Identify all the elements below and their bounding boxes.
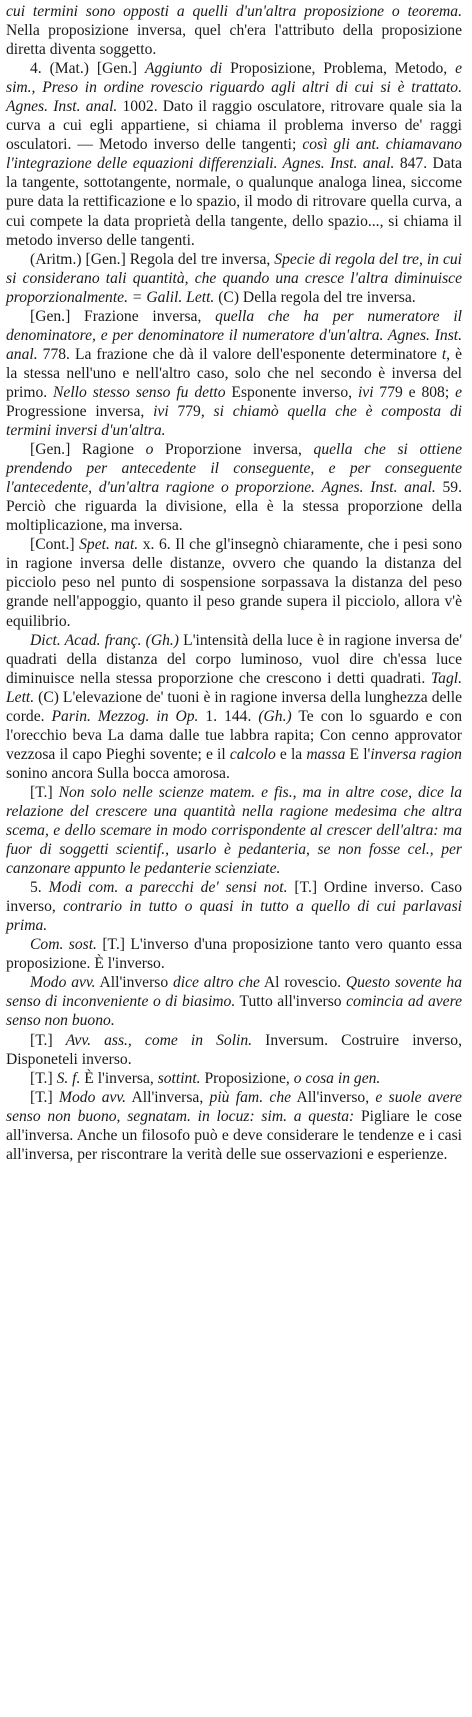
entry-paragraph-p-cont-spet [6, 535, 462, 630]
text-run: Proposizione, Problema, Metodo, [222, 60, 456, 78]
text-run: E l' [345, 745, 371, 763]
italic-run: così gli ant. chiamavano l'integrazione delle equazioni differenziali. Agnes. Inst. anal. [6, 136, 462, 173]
italic-run: contrario in tutto o quasi in tutto a quello di cui parlavasi prima. [6, 898, 463, 935]
text-run: (C) Della regola del tre inversa. [214, 288, 416, 306]
text-run: x. 6. Il che gl'insegnò chiaramente, che i pesi sono in ragione inversa delle distanze, ovvero che quando la distanza del picciolo peso nel punto di sospensione sorpassava la distanza del peso grande nell'appoggio, quanto il peso grande supera il picciolo, allora v'è equilibrio. [6, 536, 462, 630]
italic-run: Nello stesso senso fu detto [53, 383, 226, 401]
text-run: 59. Perciò che riguarda la divisione, ella è la stessa proporzione della moltiplicazione, ma inversa. [6, 479, 462, 535]
italic-run: o cosa in gen. [293, 1069, 381, 1087]
entry-paragraph-p-ragione [6, 440, 462, 535]
italic-run: Dict. Acad. franç. (Gh.) [30, 631, 180, 649]
text-run: [Gen.] Frazione inversa, [30, 307, 216, 325]
text-run: [T.] L'inverso d'una proposizione tanto vero quanto essa proposizione. È l'inverso. [6, 936, 463, 973]
entry-paragraph-p-avv-ass [6, 1031, 462, 1069]
text-run: 5. [30, 879, 49, 897]
italic-run: ivi [357, 383, 374, 401]
text-run: 779, [168, 402, 214, 420]
entry-paragraph-p-dict [6, 631, 462, 783]
italic-run: comincia ad avere senso non buono. [6, 993, 462, 1030]
italic-run: dice altro che [172, 974, 260, 992]
italic-run: Non solo nelle scienze matem. e fis., ma in altre cose, dice la relazione del crescere una quantità nella ragione medesima che altra scema, e dello scemare in modo corrispondente al crescer dell'altra: ma fuor di soggetti scientif., usarlo è pedanteria, se non fosse cel., per canzonare appunto le pedanterie scienziate. [6, 783, 462, 878]
italic-run: si chiamò quella che è composta di termini inversi d'un'altra. [6, 402, 462, 440]
text-run: sonino ancora Sulla bocca amorosa. [6, 764, 230, 782]
text-run: , è la stessa nell'uno e nell'altro caso, solo che nel secondo è inversa del primo. [6, 345, 463, 401]
text-run: Pigliare le cose all'inversa. Anche un filosofo può e deve considerare le tendenze e i casi all'inversa, per riscontrare la verità delle sue osservazioni e esperienze. [6, 1107, 462, 1163]
italic-run: calcolo [229, 745, 276, 763]
italic-run: Tagl. Lett. [6, 669, 462, 706]
text-run: Progressione inversa, [6, 402, 154, 420]
italic-run: S. f. [56, 1069, 81, 1087]
italic-run: inversa ragion [370, 745, 462, 763]
italic-run: quella che si ottiene prendendo per antecedente il conseguente, e per conseguente l'antecedente, d'un'altra ragione o proporzione. Agnes. Inst. anal. [6, 441, 462, 497]
text-run: Tutto all'inverso [235, 993, 347, 1011]
text-run: Inversum. Costruire inverso, Disponeteli inverso. [6, 1031, 463, 1068]
italic-run: Modo avv. [58, 1088, 127, 1106]
italic-run: o [145, 441, 154, 459]
italic-run: ivi [153, 402, 169, 420]
text-run: All'inverso, [291, 1088, 376, 1106]
text-run: Esponente inverso, [225, 383, 358, 401]
text-run: 779 e 808; [373, 383, 456, 401]
italic-run: sottint. [157, 1069, 201, 1087]
text-run: 4. (Mat.) [Gen.] [30, 60, 145, 78]
text-run: Proposizione, [200, 1069, 294, 1087]
text-run: 847. Data la tangente, sottotangente, normale, o qualunque analoga linea, siccome pure data la rettificazione e lo spazio, il modo di ritrovare quella curva, a cui compete la data proprietà della tangente, dello spazio..., si chiama il metodo inverso delle tangenti. [6, 155, 462, 249]
text-run: Proporzione inversa, [153, 441, 314, 459]
italic-run: Avv. ass., come in Solin. [65, 1031, 253, 1049]
italic-run: più fam. che [209, 1088, 292, 1106]
entry-paragraph-p-4 [6, 59, 462, 249]
text-run: [Gen.] Ragione [30, 441, 146, 459]
entry-paragraph-p-sf [6, 1069, 462, 1088]
italic-run: Com. sost. [30, 936, 97, 954]
italic-run: e suole avere senso non buono, segnatam. in locuz: sim. a questa: [6, 1088, 462, 1125]
italic-run: Spet. nat. [79, 536, 139, 554]
text-run: È l'inversa, [80, 1069, 158, 1087]
text-run: e la [275, 745, 307, 763]
text-run: Nella proposizione inversa, quel ch'era l'attributo della proposizione diretta diventa soggetto. [6, 22, 462, 59]
italic-run: e sim., Preso in ordine rovescio riguardo agli altri di cui si è trattato. Agnes. Inst. anal. [6, 60, 463, 116]
text-run: [Cont.] [30, 536, 80, 554]
entry-paragraph-p-modo-avv-2 [6, 1088, 462, 1164]
text-run: (Aritm.) [Gen.] Regola del tre inversa, [30, 250, 275, 268]
text-run: [T.] [30, 783, 59, 801]
entry-paragraph-p-cont [6, 2, 462, 59]
text-run: [T.] Ordine inverso. Caso inverso, [6, 879, 462, 916]
text-run: (C) L'elevazione de' tuoni è in ragione inversa della lunghezza delle corde. [6, 688, 462, 725]
italic-run: massa [306, 745, 346, 763]
italic-run: cui termini sono opposti a quelli d'un'altra proposizione o teorema. [6, 3, 462, 20]
text-run: [T.] [30, 1069, 57, 1087]
entry-paragraph-p-aritm [6, 250, 462, 307]
italic-run: Questo sovente ha senso di inconveniente o di biasimo. [6, 974, 463, 1011]
text-run: [T.] [30, 1031, 66, 1049]
text-run: 1. 144. [198, 707, 259, 725]
italic-run: e [455, 383, 462, 401]
dictionary-column [6, 2, 462, 1164]
entry-paragraph-p-com-sost [6, 935, 462, 973]
italic-run: t [441, 345, 447, 363]
text-run: All'inversa, [126, 1088, 210, 1106]
text-run: All'inverso [95, 974, 173, 992]
entry-paragraph-p-modo-avv-1 [6, 973, 462, 1030]
italic-run: Parin. Mezzog. in Op. [51, 707, 199, 725]
italic-run: Specie di regola del tre, in cui si considerano tali quantità, che quando una cresce l'altra diminuisce proporzionalmente. = Galil. Lett. [6, 250, 462, 306]
entry-paragraph-p-frazione [6, 307, 462, 440]
text-run: L'intensità della luce è in ragione inversa de' quadrati della distanza del corpo luminoso, vuol dire ch'essa luce diminuisce nella stessa proporzione che crescono i detti quadrati. [6, 631, 463, 687]
italic-run: Aggiunto di [145, 60, 223, 78]
text-run: [T.] [30, 1088, 59, 1106]
italic-run: quella che ha per numeratore il denominatore, e per denominatore il numeratore d'un'altra. Agnes. Inst. anal. [6, 307, 462, 363]
italic-run: Modo avv. [30, 974, 96, 992]
text-run: Al rovescio. [259, 974, 346, 992]
entry-paragraph-p-5 [6, 878, 462, 935]
entry-paragraph-p-t-non-solo [6, 783, 462, 878]
text-run: Te con lo sguardo e con l'orecchio beva La dama dalle tue labbra rapita; Con cenno approvator vezzosa il capo Pieghi sovente; e il [6, 707, 463, 763]
italic-run: (Gh.) [258, 707, 292, 725]
text-run: 778. La frazione che dà il valore dell'esponente determinatore [37, 345, 442, 363]
text-run: 1002. Dato il raggio osculatore, ritrovare quale sia la curva a cui egli appartiene, si chiama il problema inverso de' raggi osculatori. — Metodo inverso delle tangenti; [6, 98, 462, 154]
italic-run: Modi com. a parecchi de' sensi not. [48, 879, 288, 897]
